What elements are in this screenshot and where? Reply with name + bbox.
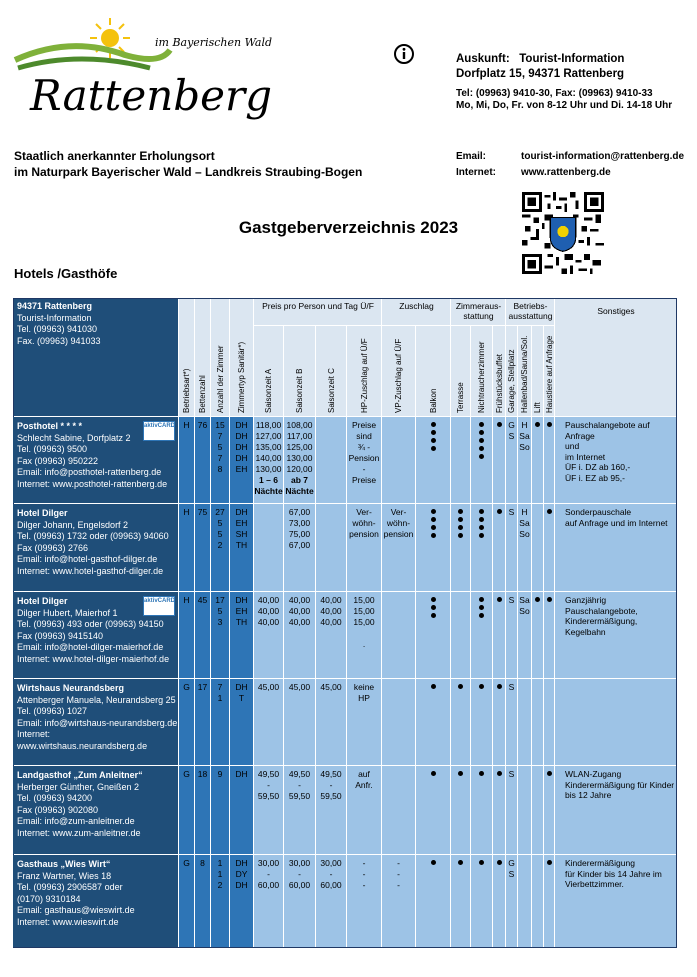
cell-value: G (183, 682, 190, 692)
feature-dots (532, 419, 543, 429)
auskunft-value: Tourist-Information (519, 53, 625, 65)
cell-value: 1 1 2 (217, 858, 223, 890)
feature-dot (431, 438, 436, 443)
group-zuschlag-label: Zuschlag (399, 301, 434, 311)
cell-value: Ver- wöhn- pension (349, 507, 379, 539)
feature-dots (493, 419, 505, 429)
section-title: Hotels /Gasthöfe (14, 266, 118, 281)
price-line: 125,00 (286, 442, 313, 452)
column-label: Saisonzeit A (264, 368, 273, 413)
cell-value: 49,50 - 59,50 (257, 769, 280, 801)
cell-value: 15 7 5 7 8 (215, 420, 225, 474)
address: Dorfplatz 15, 94371 Rattenberg (456, 68, 625, 80)
aktivcard-badge: aktivCARD (143, 421, 175, 441)
data-cell (416, 766, 450, 854)
column-label: Garage, Stellplatz (507, 349, 516, 413)
cell-value: DH (235, 769, 248, 779)
feature-dots (493, 681, 505, 691)
internet-link[interactable]: www.rattenberg.de (521, 167, 611, 178)
feature-dots (471, 506, 492, 540)
corner-line: Tourist-Information (17, 312, 92, 323)
hotel-line: Fax (09963) 902080 (17, 804, 99, 815)
sonstiges-value: Kinderermäßigung für Kinder bis 14 Jahre im Vierbettzimmer. (565, 858, 662, 889)
price-line: 135,00 (255, 442, 282, 452)
contact-phone-hours (456, 88, 672, 112)
group-zimmer (451, 298, 505, 325)
feature-dot (431, 533, 436, 538)
feature-dot (431, 517, 436, 522)
auskunft-label: Auskunft: (456, 53, 510, 65)
hotel-line: Tel. (09963) 493 oder (09963) 94150 (17, 619, 164, 630)
column-label: HP-Zuschlag auf Ü/F (359, 338, 369, 413)
feature-dots (416, 857, 450, 867)
hotel-line: Franz Wartner, Wies 18 (17, 870, 112, 881)
data-cell (544, 592, 554, 678)
feature-dot (479, 422, 484, 427)
data-cell (382, 766, 415, 854)
garage-value: S (508, 507, 515, 517)
subtitle-line-1: Staatlich anerkannter Erholungsort (14, 149, 215, 163)
price-line: ab 7 (290, 475, 308, 485)
hotel-contact (17, 683, 177, 753)
feature-dots (544, 506, 554, 516)
hotel-name: Wirtshaus Neurandsberg (17, 683, 124, 693)
feature-dot (479, 533, 484, 538)
feature-dot (479, 860, 484, 865)
data-cell (382, 592, 415, 678)
feature-dots (471, 768, 492, 778)
tel-fax: Tel: (09963) 9410-30, Fax: (09963) 9410-33 (456, 88, 653, 99)
hotel-line: (0170) 9310184 (17, 893, 81, 904)
corner-text (17, 301, 101, 347)
cell-value: DH EH TH (235, 595, 248, 627)
column-label: Nichtraucherzimmer (477, 341, 486, 413)
group-zimmer-label: Zimmeraus-stattung (455, 301, 502, 321)
column-label: Saisonzeit C (326, 368, 336, 413)
feature-dot (431, 771, 436, 776)
data-cell (532, 504, 543, 591)
feature-dot (547, 422, 552, 427)
cell-value: DH DH DH DH EH (235, 420, 248, 474)
feature-dot (497, 684, 502, 689)
garage-value: G S (508, 420, 515, 441)
hotel-line: Tel. (09963) 9500 (17, 444, 88, 455)
hotel-name: Hotel Dilger (17, 596, 68, 606)
data-cell (493, 766, 505, 854)
cell-value: Preise sind ¾ - Pension - Preise (348, 420, 380, 485)
column-label: Balkon (428, 388, 438, 413)
hotel-line[interactable]: Internet: www.hotel-gasthof-dilger.de (17, 565, 164, 576)
hotel-line: Herberger Günther, Gneißen 2 (17, 781, 140, 792)
cell-value: 40,00 40,00 40,00 (288, 595, 311, 627)
hotel-name: Posthotel * * * * (17, 421, 83, 431)
price-line: 108,00 (286, 420, 313, 430)
data-cell (471, 855, 492, 947)
cell-value: - - - (397, 858, 400, 890)
feature-dot (547, 509, 552, 514)
email-label: Email: (456, 151, 487, 162)
data-cell (451, 417, 470, 503)
cell-value: H (183, 507, 190, 517)
feature-dot (479, 771, 484, 776)
cell-value (284, 420, 315, 497)
hotel-name: Landgasthof „Zum Anleitner“ (17, 770, 143, 780)
garage-value: S (508, 769, 515, 779)
data-cell (382, 679, 415, 765)
corner-line: Fax. (09963) 941033 (17, 335, 101, 346)
column-label: Zimmertyp Sanitär*) (237, 341, 246, 413)
cell-value (254, 420, 283, 497)
data-cell (471, 679, 492, 765)
group-betrieb (506, 298, 554, 325)
group-preise (254, 298, 381, 325)
corner-cell (13, 298, 178, 416)
cell-value: 30,00 - 60,00 (288, 858, 311, 890)
feature-dot (479, 430, 484, 435)
cell-value: 8 (200, 858, 205, 868)
internet-label: Internet: (456, 167, 496, 178)
hotel-line: Tel. (09963) 94200 (17, 793, 93, 804)
data-cell (518, 766, 531, 854)
feature-dot (479, 684, 484, 689)
cell-value: 45,00 (320, 682, 342, 692)
feature-dots (471, 681, 492, 691)
feature-dot (479, 446, 484, 451)
feature-dots (451, 768, 470, 778)
cell-value: 76 (197, 420, 208, 430)
cell-value: 15,00 15,00 15,00 . (353, 595, 375, 649)
sonstiges-value: WLAN-Zugang Kinderermäßigung für Kinder bis 12 Jahre (565, 769, 675, 800)
data-cell (518, 855, 531, 947)
price-line: 118,00 (255, 420, 282, 430)
cell-value: 30,00 - 60,00 (320, 858, 342, 890)
hotel-name: Hotel Dilger (17, 508, 68, 518)
cell-value: H (183, 595, 190, 605)
data-cell (544, 766, 554, 854)
email-link[interactable]: tourist-information@rattenberg.de (521, 151, 685, 162)
garage-value: G S (508, 858, 515, 879)
hotel-line[interactable]: Email: info@wirtshaus-neurandsberg.de (17, 717, 178, 728)
feature-dot (458, 771, 463, 776)
hotel-line[interactable]: Internet: www.zum-anleitner.de (17, 827, 141, 838)
corner-line: Tel. (09963) 941030 (17, 324, 98, 335)
feature-dot (479, 517, 484, 522)
data-cell (532, 766, 543, 854)
price-line: 117,00 (286, 431, 313, 441)
aktivcard-badge: aktivCARD (143, 596, 175, 616)
hotel-line: Fax (09963) 950222 (17, 455, 99, 466)
hotel-table (13, 298, 677, 948)
feature-dot (479, 597, 484, 602)
svg-text:Rattenberg: Rattenberg (30, 71, 272, 120)
sonstiges-value: Ganzjährig Pauschalangebote, Kinderermäßigung, Kegelbahn (565, 595, 638, 637)
column-label: Terrasse (456, 382, 465, 413)
price-line: 130,00 (286, 453, 313, 463)
cell-value: - - - (362, 858, 366, 890)
feature-dots (416, 506, 450, 540)
feature-dot (479, 438, 484, 443)
feature-dot (479, 454, 484, 459)
feature-dot (431, 597, 436, 602)
data-cell (451, 855, 470, 947)
cell-value: 7 1 (217, 682, 223, 703)
cell-value: 27 5 5 2 (215, 507, 225, 550)
data-cell (493, 679, 505, 765)
contact-block (456, 52, 624, 82)
cell-value: 40,00 40,00 40,00 (320, 595, 342, 627)
hotel-contact (17, 770, 143, 840)
price-line: 127,00 (255, 431, 282, 441)
garage-value: S (508, 682, 515, 692)
feature-dot (431, 446, 436, 451)
hotel-line[interactable]: Internet: www.wieswirt.de (17, 916, 119, 927)
data-cell (451, 592, 470, 678)
data-cell (532, 679, 543, 765)
feature-dots (451, 681, 470, 691)
feature-dot (431, 422, 436, 427)
data-cell (493, 592, 505, 678)
data-cell (254, 504, 283, 591)
garage-value: S (508, 595, 515, 605)
feature-dots (532, 594, 543, 604)
feature-dots (493, 594, 505, 604)
cell-value: 49,50 - 59,50 (288, 769, 311, 801)
cell-value: 75 (197, 507, 208, 517)
feature-dot (458, 684, 463, 689)
data-cell (493, 417, 505, 503)
data-cell (416, 679, 450, 765)
data-cell (316, 417, 346, 503)
opening-hours: Mo, Mi, Do, Fr. von 8-12 Uhr und Di. 14-18 Uhr (456, 100, 673, 111)
hallenbad-value: H Sa So (519, 507, 530, 539)
cell-value: 9 (217, 769, 223, 779)
cell-value: keine HP (353, 682, 375, 703)
hotel-line[interactable]: Email: gasthaus@wieswirt.de (17, 905, 135, 916)
feature-dot (497, 771, 502, 776)
subtitle (14, 148, 362, 180)
data-cell (471, 766, 492, 854)
hotel-line: Internet: (17, 729, 51, 740)
data-cell (544, 855, 554, 947)
column-label: Anzahl der Zimmer (215, 345, 225, 413)
hotel-line: Dilger Hubert, Maierhof 1 (17, 607, 118, 618)
feature-dot (431, 525, 436, 530)
feature-dots (416, 594, 450, 620)
feature-dot (547, 860, 552, 865)
cell-value: DH DY DH (235, 858, 248, 890)
cell-value: 17 5 3 (215, 595, 225, 627)
page-title: Gastgeberverzeichnis 2023 (238, 218, 459, 237)
feature-dot (497, 860, 502, 865)
feature-dot (458, 525, 463, 530)
data-cell (532, 417, 543, 503)
group-zuschlag (382, 298, 450, 325)
feature-dot (497, 422, 502, 427)
hotel-line: Fax (09963) 2766 (17, 542, 89, 553)
feature-dots (471, 857, 492, 867)
feature-dot (479, 509, 484, 514)
cell-value: DH EH SH TH (235, 507, 248, 550)
hotel-line: Attenberger Manuela, Neurandsberg 25 (17, 694, 176, 705)
feature-dot (431, 605, 436, 610)
column-label: Frühstücksbuffet (494, 354, 504, 413)
hotel-line: Fax (09963) 9415140 (17, 630, 104, 641)
feature-dots (544, 594, 554, 604)
hotel-name: Gasthaus „Wies Wirt“ (17, 859, 111, 869)
data-cell (416, 855, 450, 947)
group-preise-label: Preis pro Person und Tag Ü/F (262, 301, 374, 311)
feature-dot (458, 860, 463, 865)
data-cell (451, 766, 470, 854)
data-cell (544, 679, 554, 765)
price-line: 140,00 (255, 453, 282, 463)
feature-dot (431, 509, 436, 514)
feature-dot (458, 509, 463, 514)
rattenberg-logo (10, 10, 290, 125)
column-label: Lift (533, 402, 542, 413)
cell-value: 67,00 73,00 75,00 67,00 (288, 507, 311, 550)
feature-dots (544, 857, 554, 867)
column-label: Bettenzahl (198, 375, 207, 413)
feature-dot (431, 430, 436, 435)
feature-dot (479, 525, 484, 530)
cell-value: 17 (197, 682, 208, 692)
data-cell (493, 504, 505, 591)
hallenbad-value: Sa So (519, 595, 530, 616)
data-cell (518, 679, 531, 765)
cell-value: H (183, 420, 190, 430)
svg-text:im Bayerischen Wald: im Bayerischen Wald (155, 36, 273, 49)
data-cell (532, 855, 543, 947)
sonstiges-value: Pauschalangebote auf Anfrage und im Internet ÜF i. DZ ab 160,- ÜF i. EZ ab 95,- (565, 420, 650, 483)
data-cell (532, 592, 543, 678)
data-cell (451, 679, 470, 765)
column-label: Saisonzeit B (295, 368, 304, 413)
hotel-line[interactable]: Internet: www.posthotel-rattenberg.de (17, 478, 168, 489)
feature-dot (458, 517, 463, 522)
column-label: Hallenbad/Sauna/Sol. (520, 335, 529, 413)
feature-dots (451, 506, 470, 540)
corner-line: 94371 Rattenberg (17, 301, 93, 311)
hotel-line[interactable]: www.wirtshaus.neurandsberg.de (17, 740, 148, 751)
group-sonstiges-label: Sonstiges (597, 306, 635, 316)
cell-value: auf Anfr. (355, 769, 373, 790)
price-line: Nächte (285, 486, 314, 496)
cell-value: 40,00 40,00 40,00 (257, 595, 280, 627)
hotel-line[interactable]: Email: info@hotel-dilger-maierhof.de (17, 642, 164, 653)
cell-value: 45 (197, 595, 208, 605)
feature-dots (544, 768, 554, 778)
data-cell (493, 855, 505, 947)
feature-dots (544, 419, 554, 429)
hotel-contact (17, 508, 169, 578)
feature-dots (451, 857, 470, 867)
feature-dots (493, 857, 505, 867)
column-label: Haustiere auf Anfrage (544, 335, 554, 413)
feature-dots (493, 506, 505, 516)
feature-dots (416, 681, 450, 691)
column-label: Betriebsart*) (182, 368, 191, 413)
price-line: 120,00 (286, 464, 313, 474)
feature-dot (535, 597, 540, 602)
hotel-line: Dilger Johann, Engelsdorf 2 (17, 519, 129, 530)
sonstiges-value: Sonderpauschale auf Anfrage und im Internet (565, 507, 668, 528)
hotel-contact (17, 859, 135, 929)
cell-value: 49,50 - 59,50 (320, 769, 342, 801)
feature-dot (458, 533, 463, 538)
price-line: 1 – 6 (259, 475, 278, 485)
hotel-line: Tel. (09963) 1732 oder (09963) 94060 (17, 531, 169, 542)
feature-dots (416, 768, 450, 778)
price-line: Nächte (254, 486, 283, 496)
hotel-line[interactable]: Email: info@zum-anleitner.de (17, 816, 135, 827)
hotel-line: Tel. (09963) 1027 (17, 706, 88, 717)
data-cell (382, 417, 415, 503)
subtitle-line-2: im Naturpark Bayerischer Wald – Landkreis Straubing-Bogen (14, 165, 363, 179)
cell-value: 45,00 (288, 682, 311, 692)
group-betrieb-label: Betriebs-ausstattung (508, 301, 553, 321)
feature-dot (547, 771, 552, 776)
hallenbad-value: H Sa So (519, 420, 530, 452)
feature-dot (497, 597, 502, 602)
hotel-line[interactable]: Email: info@posthotel-rattenberg.de (17, 467, 162, 478)
column-label: VP-Zuschlag auf Ü/F (394, 338, 403, 413)
feature-dots (471, 419, 492, 461)
price-line: 130,00 (255, 464, 282, 474)
feature-dots (493, 768, 505, 778)
hotel-line[interactable]: Internet: www.hotel-dilger-maierhof.de (17, 653, 170, 664)
data-cell (316, 504, 346, 591)
hotel-line: Schlecht Sabine, Dorfplatz 2 (17, 432, 131, 443)
feature-dot (431, 860, 436, 865)
cell-value: 30,00 - 60,00 (257, 858, 280, 890)
hotel-line[interactable]: Email: info@hotel-gasthof-dilger.de (17, 554, 158, 565)
cell-value: 18 (197, 769, 208, 779)
feature-dots (471, 594, 492, 620)
header-sonstiges (555, 298, 677, 416)
data-cell (555, 679, 676, 765)
feature-dot (535, 422, 540, 427)
cell-value: G (183, 769, 190, 779)
feature-dot (431, 684, 436, 689)
feature-dot (479, 605, 484, 610)
cell-value: G (183, 858, 190, 868)
feature-dots (416, 419, 450, 453)
feature-dot (497, 509, 502, 514)
cell-value: DH T (235, 682, 248, 703)
data-cell (544, 504, 554, 591)
cell-value: 45,00 (257, 682, 280, 692)
feature-dot (479, 613, 484, 618)
feature-dot (431, 613, 436, 618)
cell-value: Ver- wöhn- pension (383, 507, 414, 539)
hotel-line: Tel. (09963) 2906587 oder (17, 882, 123, 893)
info-icon (394, 44, 414, 64)
data-cell (544, 417, 554, 503)
feature-dot (547, 597, 552, 602)
